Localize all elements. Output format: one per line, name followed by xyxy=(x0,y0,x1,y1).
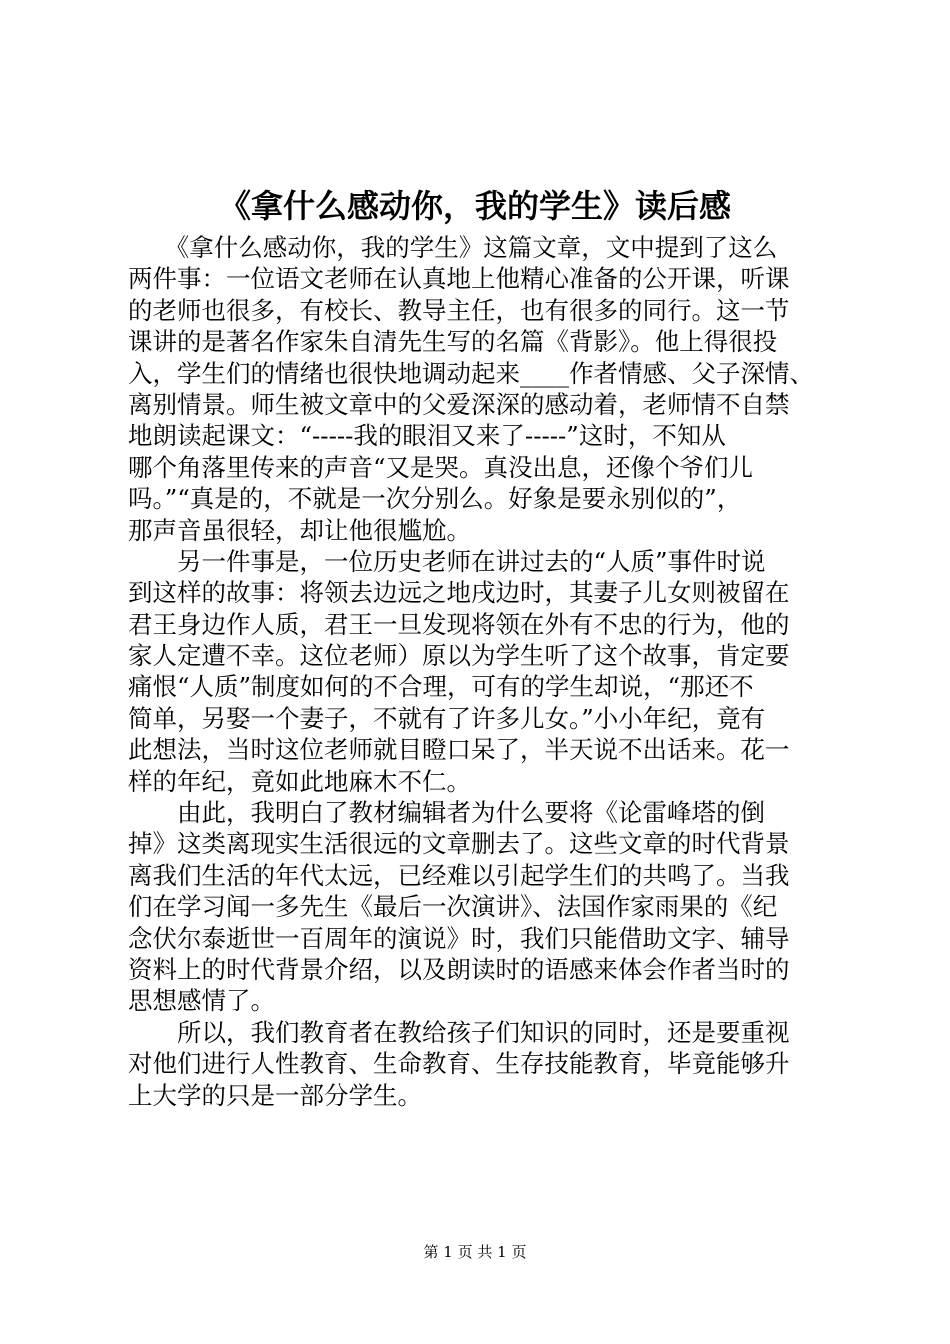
body-line: 哪个角落里传来的声音“又是哭。真没出息，还像个爷们儿 xyxy=(128,452,754,482)
body-line: 离我们生活的年代太远，已经难以引起学生们的共鸣了。当我 xyxy=(128,860,790,890)
body-line: 们在学习闻一多先生《最后一次演讲》、法国作家雨果的《纪 xyxy=(128,892,778,922)
body-line: 君王身边作人质，君王一旦发现将领在外有不忠的行为，他的 xyxy=(128,609,790,639)
body-line: 资料上的时代背景介绍，以及朗读时的语感来体会作者当时的 xyxy=(128,954,790,984)
body-line: 此想法，当时这位老师就目瞪口呆了，半天说不出话来。花一 xyxy=(128,735,790,765)
body-line: 地朗读起课文：“-----我的眼泪又来了-----”这时，不知从 xyxy=(128,421,726,451)
body-line: 那声音虽很轻，却让他很尴尬。 xyxy=(128,515,471,545)
body-line: 入，学生们的情绪也很快地调动起来____作者情感、父子深情、 xyxy=(128,358,814,388)
body-line: 吗。”“真是的，不就是一次分别么。好象是要永别似的”， xyxy=(128,484,742,514)
document-title: 《拿什么感动你，我的学生》读后感 xyxy=(218,187,731,225)
body-line: 对他们进行人性教育、生命教育、生存技能教育，毕竟能够升 xyxy=(128,1049,790,1079)
body-line: 由此，我明白了教材编辑者为什么要将《论雷峰塔的倒 xyxy=(128,798,765,828)
body-line: 的老师也很多，有校长、教导主任，也有很多的同行。这一节 xyxy=(128,295,790,325)
body-line: 样的年纪，竟如此地麻木不仁。 xyxy=(128,766,471,796)
body-line: 上大学的只是一部分学生。 xyxy=(128,1080,422,1110)
body-line: 另一件事是，一位历史老师在讲过去的“人质”事件时说 xyxy=(128,546,766,576)
body-line: 掉》这类离现实生活很远的文章删去了。这些文章的时代背景 xyxy=(128,829,790,859)
body-line: 思想感情了。 xyxy=(128,986,275,1016)
body-line: 家人定遭不幸。这位老师）原以为学生听了这个故事，肯定要 xyxy=(128,641,790,671)
body-line: 课讲的是著名作家朱自清先生写的名篇《背影》。他上得很投 xyxy=(128,327,778,357)
body-line: 简单，另娶一个妻子，不就有了许多儿女。”小小年纪，竟有 xyxy=(128,703,766,733)
body-line: 离别情景。师生被文章中的父爱深深的感动着，老师情不自禁 xyxy=(128,389,790,419)
body-line: 痛恨“人质”制度如何的不合理，可有的学生却说，“那还不 xyxy=(128,672,754,702)
body-line: 所以，我们教育者在教给孩子们知识的同时，还是要重视 xyxy=(128,1017,790,1047)
document-body xyxy=(128,232,828,1111)
body-line: 念伏尔泰逝世一百周年的演说》时，我们只能借助文字、辅导 xyxy=(128,923,790,953)
body-line: 到这样的故事：将领去边远之地戌边时，其妻子儿女则被留在 xyxy=(128,578,790,608)
page-number-footer: 第 1 页 共 1 页 xyxy=(423,1243,527,1261)
body-line: 两件事：一位语文老师在认真地上他精心准备的公开课，听课 xyxy=(128,264,790,294)
body-line: 《拿什么感动你，我的学生》这篇文章，文中提到了这么 xyxy=(128,233,778,262)
